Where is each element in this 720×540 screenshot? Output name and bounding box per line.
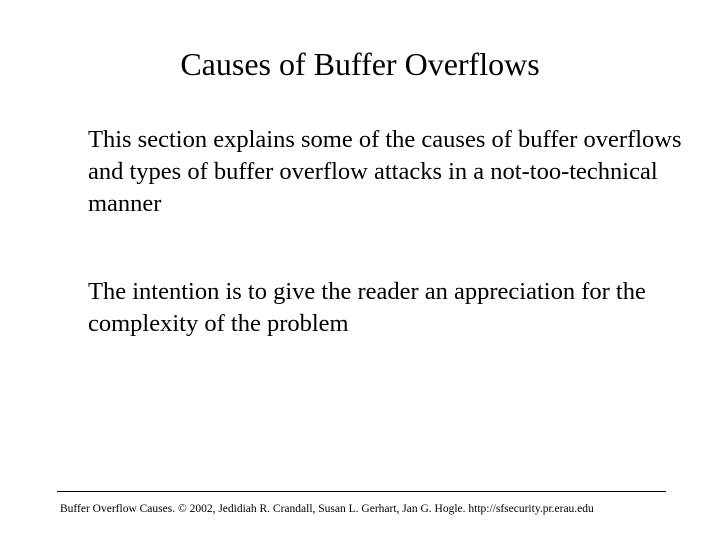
body-paragraph-intention: The intention is to give the reader an appreciation for the complexity of the problem [88, 278, 646, 337]
slide-title: Causes of Buffer Overflows [180, 46, 540, 82]
body-paragraph-intro: This section explains some of the causes of buffer overflows and types of buffer overflow attacks in a not-too-technical manner [88, 126, 682, 217]
footer-divider [57, 491, 666, 492]
footer-citation: Buffer Overflow Causes. © 2002, Jedidiah R. Crandall, Susan L. Gerhart, Jan G. Hogle. http://sfsecurity.pr.erau.edu [60, 503, 594, 515]
